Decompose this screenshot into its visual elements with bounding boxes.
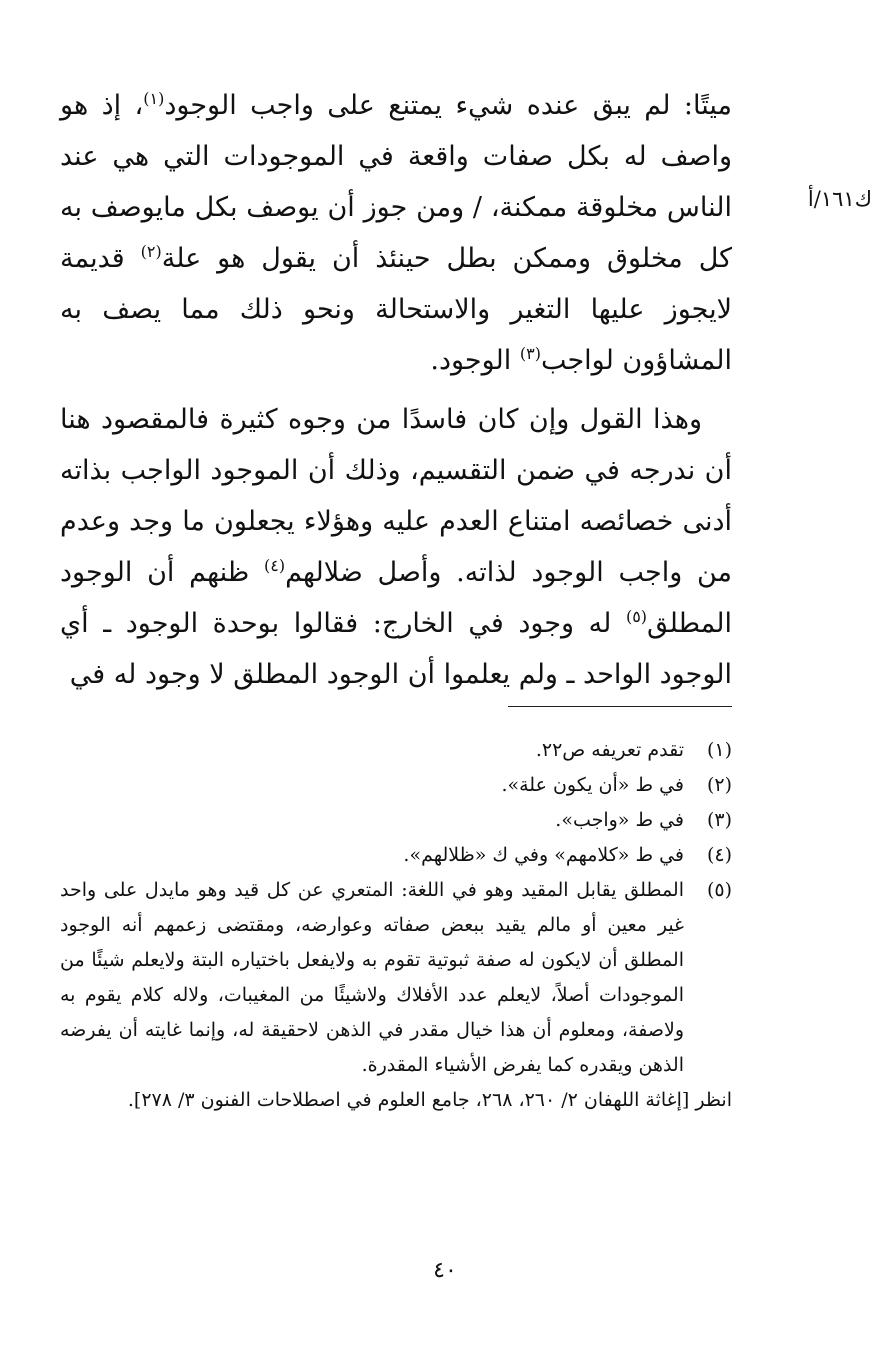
page-number: ٤٠ — [433, 1258, 457, 1283]
footnote-1 — [60, 733, 732, 768]
footnote-reference-continuation: انظر [إغاثة اللهفان ٢/ ٢٦٠، ٢٦٨، جامع العلوم في اصطلاحات الفنون ٣/ ٢٧٨]. — [127, 1089, 732, 1111]
footnote-number: (٥) — [706, 879, 732, 901]
footnote-4 — [60, 838, 732, 873]
text-segment: ميتًا: لم يبق عنده شيء يمتنع على واجب الوجود — [164, 90, 732, 121]
footnote-ref-2[interactable]: (٢) — [140, 242, 162, 261]
text-segment: ، إذ هو واصف له بكل صفات واقعة في الموجودات التي هي عند الناس مخلوقة ممكنة، / ومن جوز أن يوصف بكل مايوصف به كل مخلوق وممكن بطل حينئذ أن يقول هو علة — [60, 90, 732, 274]
text-segment: قديمة لايجوز عليها التغير والاستحالة ونحو ذلك مما يصف به المشاؤون لواجب — [60, 243, 732, 376]
footnote-2 — [60, 768, 732, 803]
text-segment: الوجود. — [430, 345, 520, 376]
footnote-number: (١) — [706, 739, 732, 761]
text-segment: ظنهم أن الوجود المطلق — [60, 557, 732, 639]
footnote-ref-3[interactable]: (٣) — [519, 344, 541, 363]
paragraph-2 — [60, 394, 732, 700]
footnote-5 — [60, 873, 732, 1083]
footnote-ref-5[interactable]: (٥) — [625, 607, 648, 626]
footnote-text: المطلق يقابل المقيد وهو في اللغة: المتعري عن كل قيد وهو مايدل على واحد غير معين أو مالم يقيد ببعض صفاته وعوارضه، ومقتضى زعمهم أنه الوجود المطلق أن لايكون له صفة ثبوتية تقوم به ولايفعل باختياره البتة ولايعلم شيئًا من الموجودات أصلاً، لايعلم عدد الأفلاك ولاشيئًا من المغيبات، ولاله كلام يقوم به ولاصفة، ومعلوم أن هذا خيال مقدر في الذهن لاحقيقة له، وإنما غايته أن يفرضه الذهن ويقدره كما يفرض الأشياء المقدرة. — [60, 879, 684, 1076]
paragraph-1 — [60, 80, 732, 386]
footnote-number: (٢) — [706, 774, 732, 796]
footnote-ref-4[interactable]: (٤) — [263, 556, 286, 575]
text-segment: له وجود في الخارج: فقالوا بوحدة الوجود ـ أي الوجود الواحد ـ ولم يعلموا أن الوجود المطلق لا وجود له في — [60, 608, 732, 690]
main-text — [60, 80, 732, 700]
footnote-3 — [60, 803, 732, 838]
footnote-number: (٣) — [706, 809, 732, 831]
footnote-text: في ط «واجب». — [555, 809, 684, 831]
manuscript-folio-note: ك١٦١/أ — [807, 187, 872, 211]
footnote-number: (٤) — [706, 844, 732, 866]
footnote-ref-1[interactable]: (١) — [143, 89, 165, 108]
footnote-text: في ط «كلامهم» وفي ك «ظلالهم». — [403, 844, 684, 866]
footnote-text: تقدم تعريفه ص٢٢. — [535, 739, 684, 761]
text-segment: وهذا القول وإن كان فاسدًا من وجوه كثيرة فالمقصود هنا أن ندرجه في ضمن التقسيم، وذلك أن الموجود الواجب بذاته أدنى خصائصه امتناع العدم عليه وهؤلاء يجعلون ما وجد وعدم من واجب الوجود لذاته. وأصل ضلالهم — [60, 404, 733, 588]
footnote-separator — [508, 706, 732, 707]
footnote-text: في ط «أن يكون علة». — [501, 774, 684, 796]
footnotes — [60, 733, 732, 1118]
